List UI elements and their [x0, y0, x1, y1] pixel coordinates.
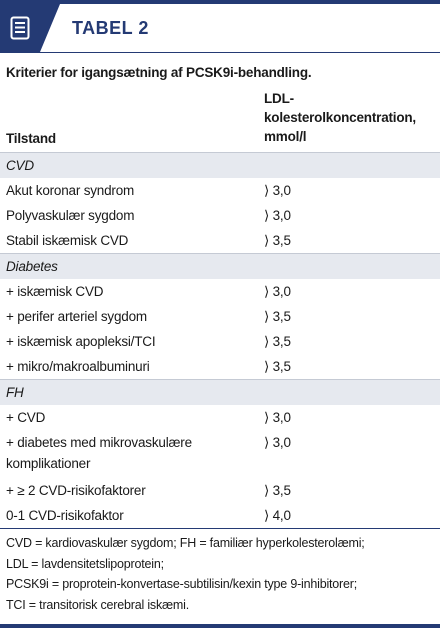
- table-row: [0, 228, 440, 254]
- footnote-line: PCSK9i = proprotein-konvertase-subtilisin/kexin type 9-inhibitorer;: [6, 577, 358, 591]
- ldl-cell: ⟩ 3,5: [264, 334, 291, 349]
- section-label: CVD: [0, 153, 440, 179]
- condition-cell: + perifer arteriel sygdom: [6, 309, 147, 324]
- condition-cell: 0-1 CVD-risikofaktor: [6, 508, 124, 523]
- condition-cell: + diabetes med mikrovaskulære komplikationer: [6, 435, 192, 471]
- footnote-line: TCI = transitorisk cerebral iskæmi.: [6, 597, 189, 612]
- ldl-cell: ⟩ 3,5: [264, 309, 291, 324]
- table-row: [0, 478, 440, 503]
- table-header-row: [0, 89, 440, 153]
- column-header-condition: Tilstand: [6, 131, 56, 146]
- footnote-line: LDL = lavdensitetslipoprotein;: [6, 556, 164, 571]
- condition-cell: Akut koronar syndrom: [6, 183, 135, 198]
- ldl-cell: ⟩ 3,0: [264, 435, 291, 450]
- table-header: [0, 0, 440, 53]
- footnote-line: CVD = kardiovaskulær sygdom; FH = familiær hyperkolesterolæmi;: [6, 536, 365, 550]
- table-title: TABEL 2: [72, 18, 149, 38]
- table-footnotes: [0, 528, 440, 615]
- ldl-cell: ⟩ 4,0: [264, 508, 291, 523]
- header-tag: [0, 4, 40, 52]
- ldl-cell: ⟩ 3,0: [264, 183, 291, 198]
- table-row: [0, 178, 440, 203]
- column-header-ldl: [250, 89, 440, 153]
- condition-cell: + CVD: [6, 410, 46, 425]
- condition-cell: + mikro/makroalbuminuri: [6, 359, 150, 374]
- table-row: [0, 405, 440, 430]
- table-row: [0, 430, 440, 478]
- section-label: Diabetes: [0, 254, 440, 280]
- column-header-ldl-text: LDL-kolesterolkoncentration, mmol/l: [264, 91, 416, 144]
- table-row: [0, 503, 440, 528]
- section-label: FH: [0, 380, 440, 406]
- condition-cell: + iskæmisk apopleksi/TCI: [6, 334, 156, 349]
- bottom-rule: [0, 624, 440, 628]
- table-caption: Kriterier for igangsætning af PCSK9i-behandling.: [6, 65, 312, 80]
- condition-cell: + iskæmisk CVD: [6, 284, 104, 299]
- criteria-table: [0, 89, 440, 528]
- condition-cell: + ≥ 2 CVD-risikofaktorer: [6, 483, 146, 498]
- table-row: [0, 279, 440, 304]
- ldl-cell: ⟩ 3,5: [264, 233, 291, 248]
- ldl-cell: ⟩ 3,5: [264, 359, 291, 374]
- table-row: [0, 304, 440, 329]
- condition-cell: Polyvaskulær sygdom: [6, 208, 135, 223]
- ldl-cell: ⟩ 3,5: [264, 483, 291, 498]
- condition-cell: Stabil iskæmisk CVD: [6, 233, 129, 248]
- table-row: [0, 329, 440, 354]
- document-icon: [10, 16, 30, 40]
- table-row: [0, 354, 440, 380]
- section-row-fh: [0, 380, 440, 406]
- table-row: [0, 203, 440, 228]
- section-row-diabetes: [0, 254, 440, 280]
- ldl-cell: ⟩ 3,0: [264, 284, 291, 299]
- ldl-cell: ⟩ 3,0: [264, 410, 291, 425]
- ldl-cell: ⟩ 3,0: [264, 208, 291, 223]
- section-row-cvd: [0, 153, 440, 179]
